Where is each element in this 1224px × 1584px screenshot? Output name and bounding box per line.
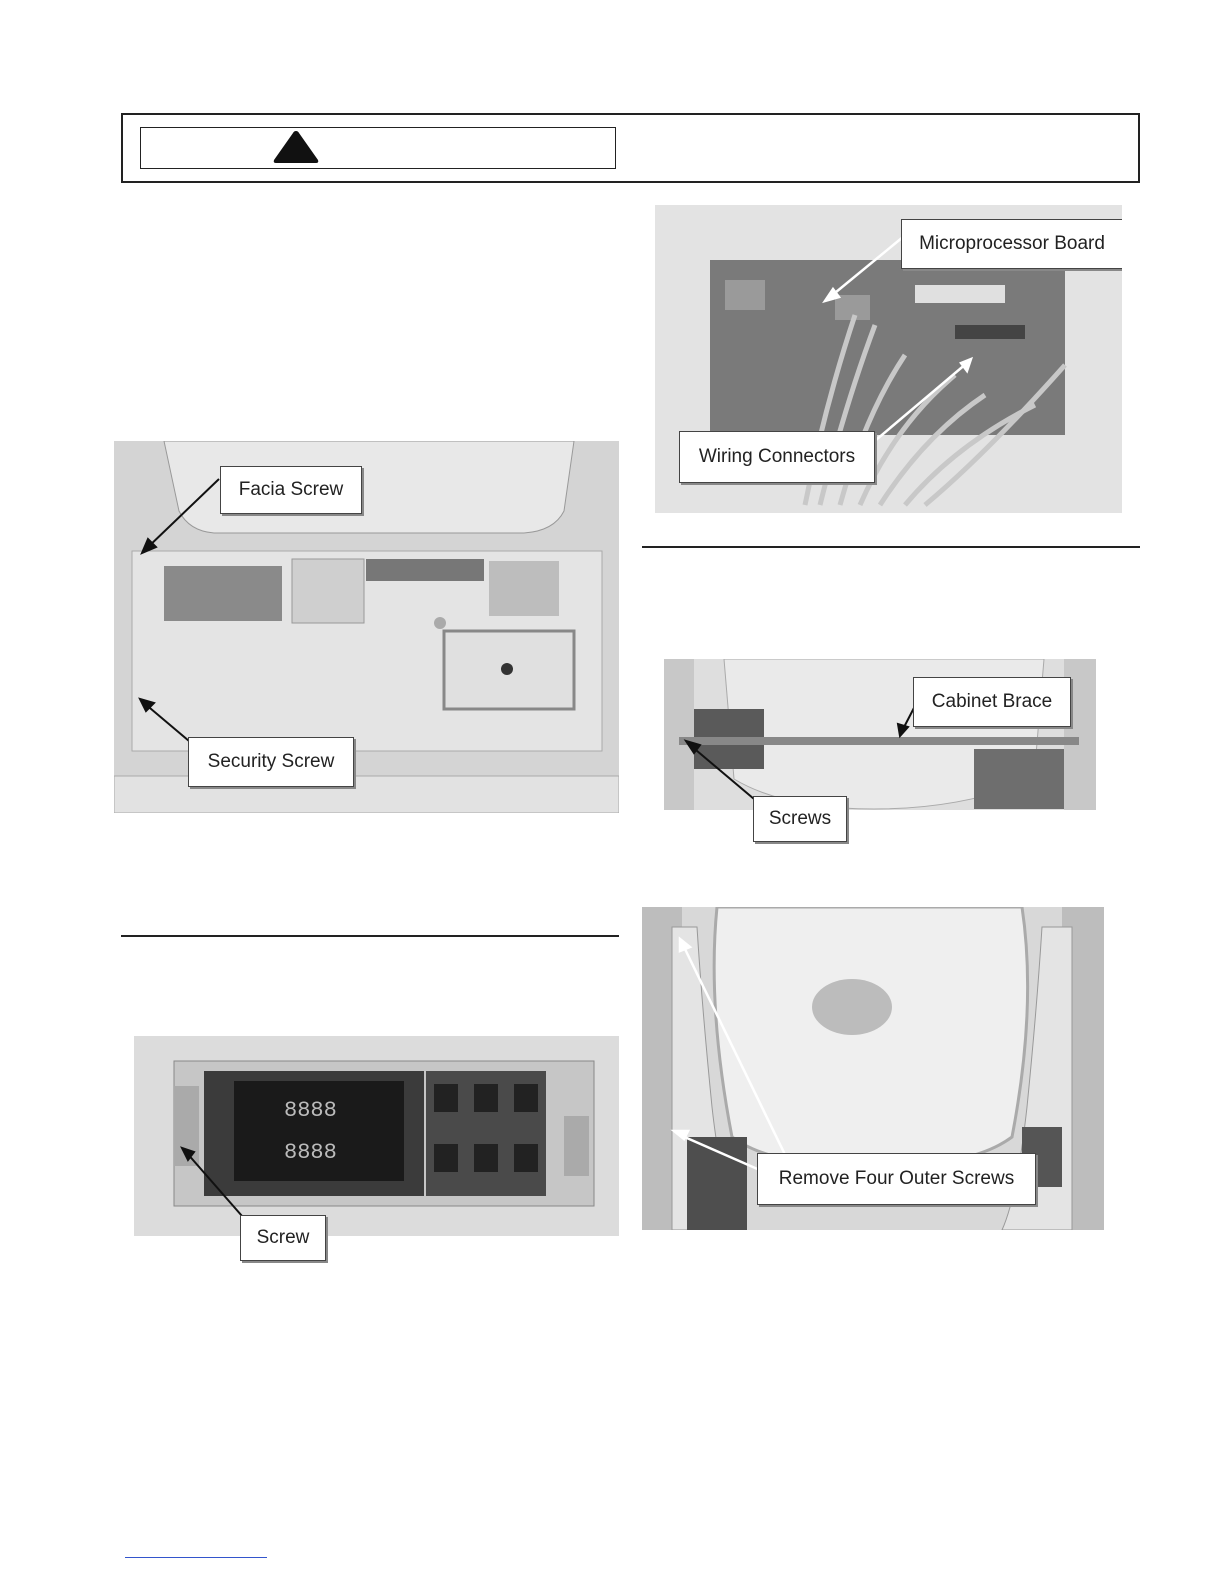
svg-text:8888: 8888	[284, 1140, 337, 1165]
section-rule-left	[121, 935, 619, 937]
photo-display-board	[134, 1036, 619, 1236]
callout-security-screw: Security Screw	[188, 737, 354, 787]
warning-triangle-icon	[272, 130, 320, 164]
photo-microprocessor-board	[655, 205, 1122, 513]
callout-facia-screw: Facia Screw	[220, 466, 362, 514]
warning-label-box	[140, 127, 616, 169]
footer-link-underline	[125, 1557, 267, 1558]
callout-wiring-connectors: Wiring Connectors	[679, 431, 875, 483]
photo-facia-panel	[114, 441, 619, 813]
photo-drum-outer-screws	[642, 907, 1104, 1230]
photo-cabinet-brace	[664, 659, 1096, 810]
callout-screws: Screws	[753, 796, 847, 842]
svg-text:8888: 8888	[284, 1098, 337, 1123]
callout-microprocessor-board: Microprocessor Board	[901, 219, 1122, 269]
callout-screw: Screw	[240, 1215, 326, 1261]
callout-cabinet-brace: Cabinet Brace	[913, 677, 1071, 727]
callout-remove-four-outer-screws: Remove Four Outer Screws	[757, 1153, 1036, 1205]
section-rule-right	[642, 546, 1140, 548]
